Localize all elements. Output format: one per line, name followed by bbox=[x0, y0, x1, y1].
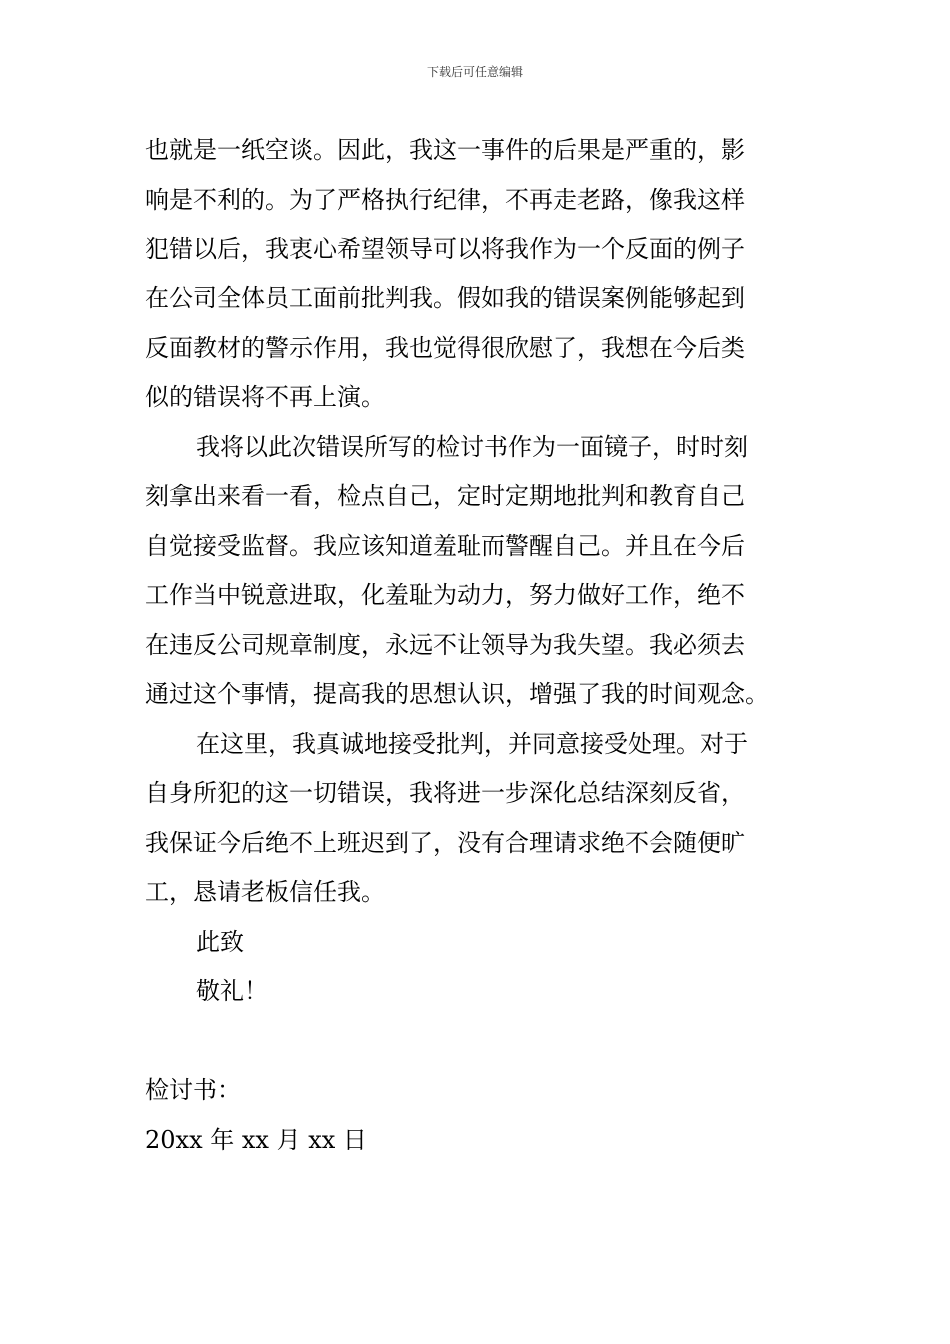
body-line: 响是不利的。为了严格执行纪律，不再走老路，像我这样 bbox=[145, 186, 745, 214]
closing-regards: 敬礼！ bbox=[196, 977, 268, 1005]
signature-label: 检讨书： bbox=[145, 1076, 241, 1104]
date-line: 20xx 年 xx 月 xx 日 bbox=[145, 1126, 367, 1154]
body-line: 刻拿出来看一看，检点自己，定时定期地批判和教育自己 bbox=[145, 482, 745, 510]
body-line: 反面教材的警示作用，我也觉得很欣慰了，我想在今后类 bbox=[145, 334, 745, 362]
body-line: 在公司全体员工面前批判我。假如我的错误案例能够起到 bbox=[145, 284, 745, 312]
body-line: 我保证今后绝不上班迟到了，没有合理请求绝不会随便旷 bbox=[145, 829, 745, 857]
body-line: 犯错以后，我衷心希望领导可以将我作为一个反面的例子 bbox=[145, 235, 745, 263]
body-line: 通过这个事情，提高我的思想认识，增强了我的时间观念。 bbox=[145, 680, 769, 708]
body-line: 在违反公司规章制度，永远不让领导为我失望。我必须去 bbox=[145, 631, 745, 659]
page-header: 下载后可任意编辑 bbox=[426, 65, 523, 79]
body-line: 自觉接受监督。我应该知道羞耻而警醒自己。并且在今后 bbox=[145, 532, 745, 560]
body-line: 工，恳请老板信任我。 bbox=[145, 878, 385, 906]
body-line: 自身所犯的这一切错误，我将进一步深化总结深刻反省， bbox=[145, 779, 745, 807]
body-line: 工作当中锐意进取，化羞耻为动力，努力做好工作，绝不 bbox=[145, 581, 745, 609]
body-line: 也就是一纸空谈。因此，我这一事件的后果是严重的，影 bbox=[145, 136, 745, 164]
paragraph-start: 我将以此次错误所写的检讨书作为一面镜子，时时刻 bbox=[196, 433, 748, 461]
closing-salutation: 此致 bbox=[196, 928, 244, 956]
body-line: 似的错误将不再上演。 bbox=[145, 383, 385, 411]
paragraph-start: 在这里，我真诚地接受批判，并同意接受处理。对于 bbox=[196, 730, 748, 758]
